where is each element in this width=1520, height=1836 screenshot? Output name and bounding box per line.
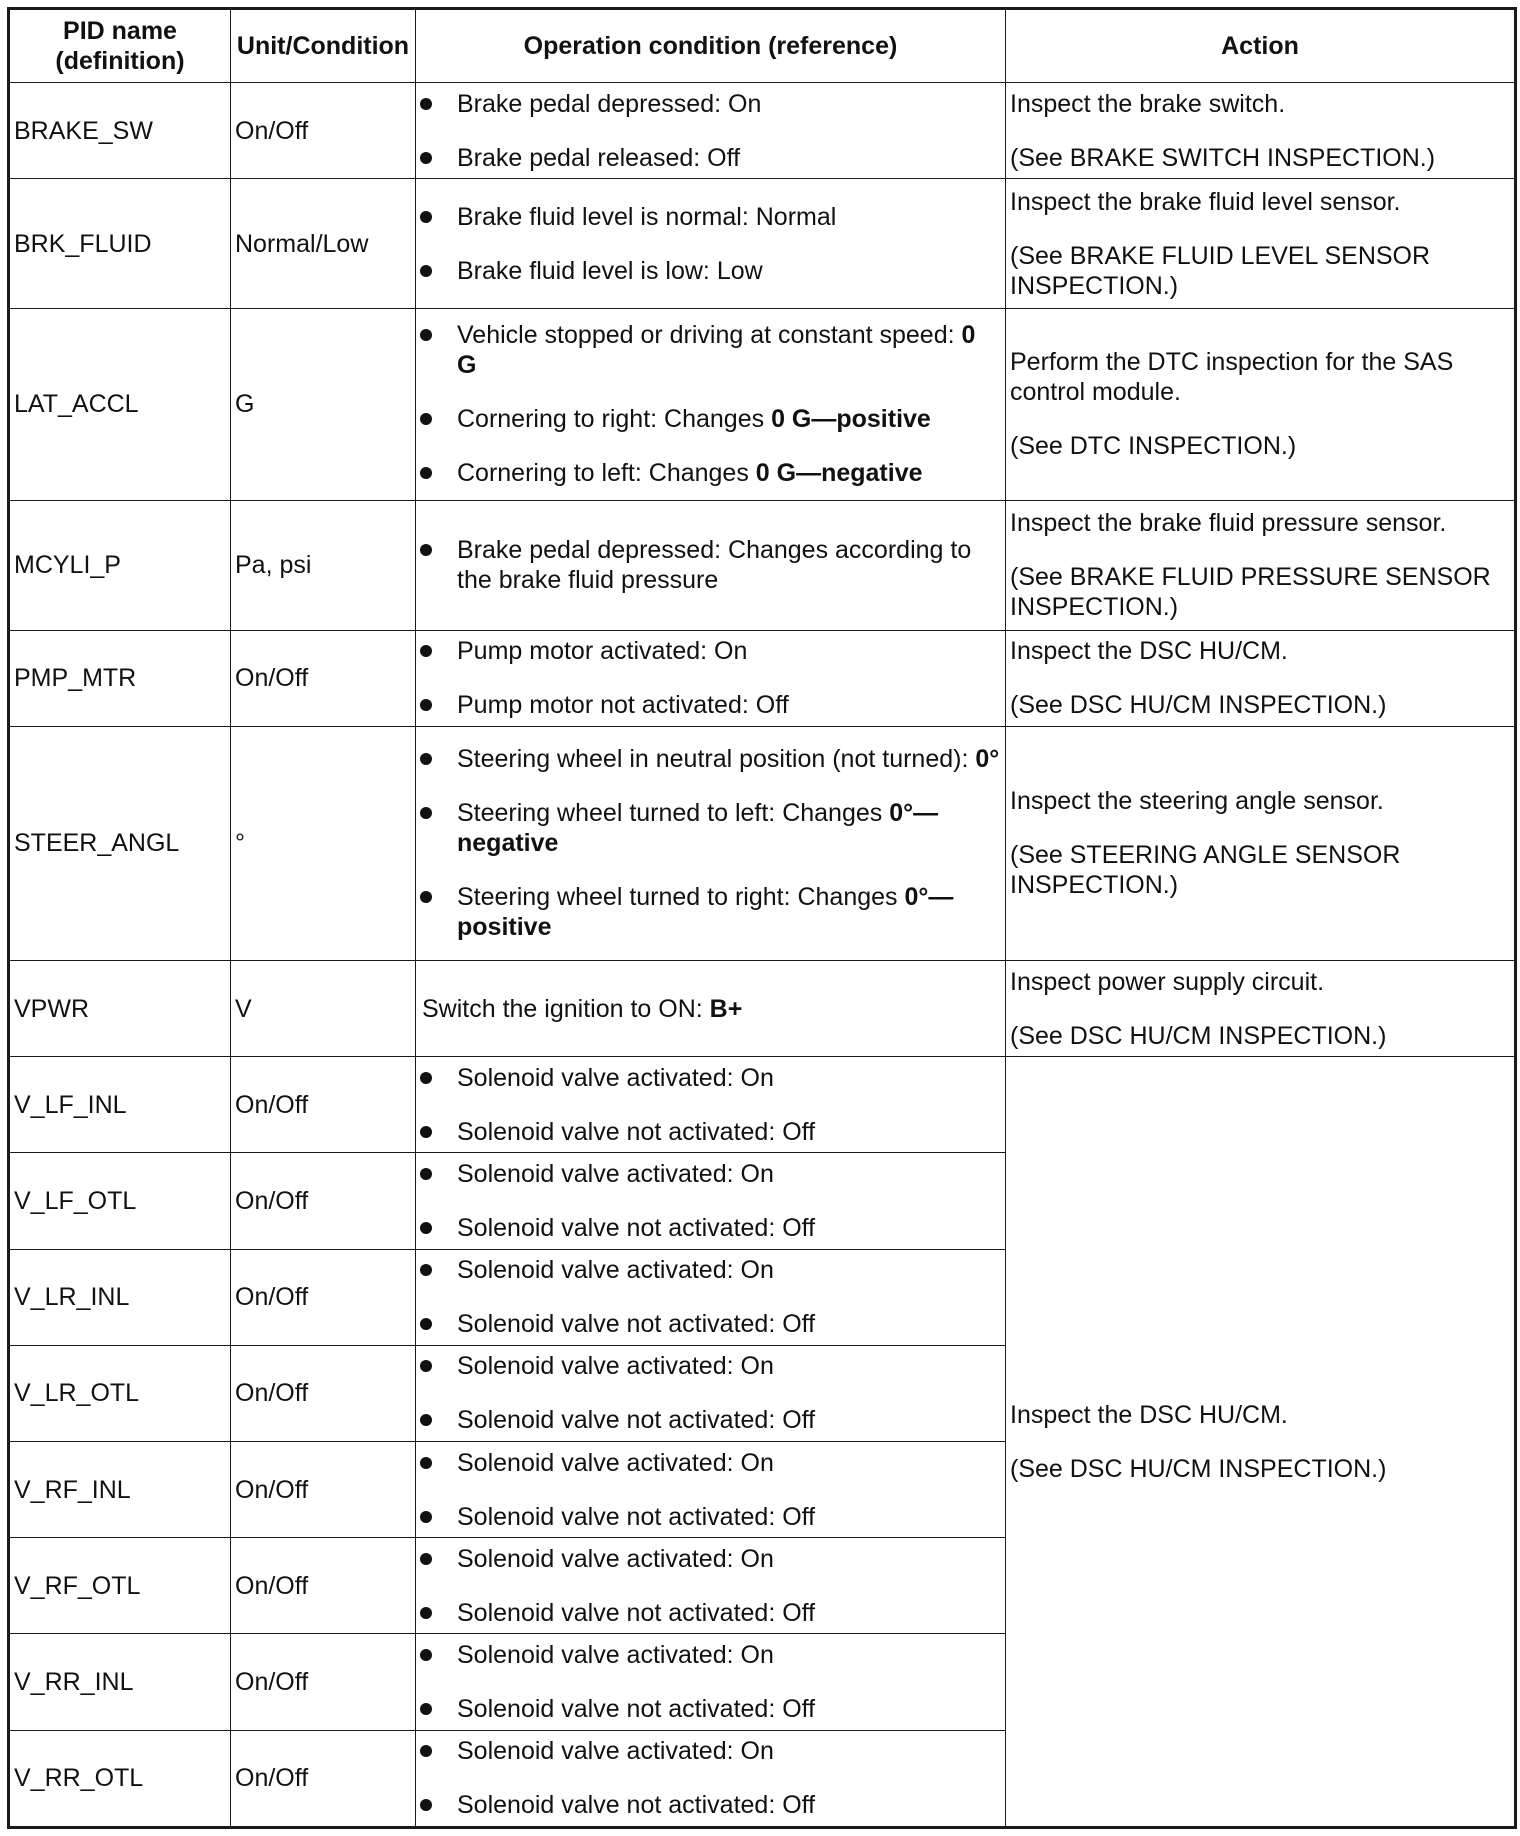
condition-text: Solenoid valve activated: On: [457, 1160, 774, 1189]
action-reference: (See DSC HU/CM INSPECTION.): [1010, 1021, 1387, 1050]
operation-cell: [416, 726, 1006, 960]
action-reference: (See DSC HU/CM INSPECTION.): [1010, 1454, 1387, 1483]
condition-text: Solenoid valve activated: On: [457, 1448, 774, 1477]
action-cell: [1006, 726, 1516, 960]
condition-list: [420, 1448, 1001, 1532]
condition-item: [420, 1544, 1001, 1574]
bullet-icon: [420, 1703, 432, 1715]
condition-item: [420, 143, 1001, 173]
unit-cell: On/Off: [231, 1057, 416, 1153]
condition-item: [420, 1405, 1001, 1435]
header-operation: Operation condition (reference): [416, 9, 1006, 83]
header-action: Action: [1006, 9, 1516, 83]
operation-cell: [416, 1057, 1006, 1153]
bullet-icon: [420, 891, 432, 903]
condition-text: Steering wheel turned to right: Changes: [457, 883, 905, 912]
condition-item: [420, 535, 1001, 595]
pid-name-cell: STEER_ANGL: [9, 726, 231, 960]
condition-item: [420, 89, 1001, 119]
condition-item: [420, 1502, 1001, 1532]
pid-name-cell: V_LR_OTL: [9, 1345, 231, 1441]
bullet-icon: [420, 211, 432, 223]
condition-text: Brake pedal released: Off: [457, 143, 741, 172]
unit-cell: On/Off: [231, 1249, 416, 1345]
condition-list: [420, 1351, 1001, 1435]
condition-text: Brake fluid level is normal: Normal: [457, 202, 837, 231]
condition-list: [420, 535, 1001, 595]
operation-cell: [416, 309, 1006, 500]
operation-cell: [416, 500, 1006, 630]
condition-text: Solenoid valve not activated: Off: [457, 1406, 816, 1435]
condition-text: Solenoid valve activated: On: [457, 1544, 774, 1573]
condition-item: [420, 1255, 1001, 1285]
pid-name-cell: V_RR_OTL: [9, 1730, 231, 1827]
bullet-icon: [420, 1168, 432, 1180]
condition-text: Pump motor activated: On: [457, 637, 748, 666]
operation-cell: [416, 1249, 1006, 1345]
condition-item: [420, 320, 1001, 380]
bullet-icon: [420, 413, 432, 425]
operation-cell: [416, 1730, 1006, 1827]
action-text: Inspect the steering angle sensor.: [1010, 787, 1384, 816]
table-row: [9, 726, 1516, 960]
condition-item: [420, 256, 1001, 286]
condition-value: B+: [709, 994, 743, 1023]
bullet-icon: [420, 265, 432, 277]
pid-name-cell: BRAKE_SW: [9, 83, 231, 179]
pid-name-cell: V_LF_OTL: [9, 1153, 231, 1249]
action-cell: [1006, 630, 1516, 726]
pid-name-cell: V_RF_INL: [9, 1442, 231, 1538]
condition-item: [420, 1790, 1001, 1820]
condition-item: [420, 1640, 1001, 1670]
action-text: Perform the DTC inspection for the SAS control module.: [1010, 348, 1454, 407]
unit-cell: °: [231, 726, 416, 960]
operation-cell: [416, 630, 1006, 726]
bullet-icon: [420, 1457, 432, 1469]
bullet-icon: [420, 329, 432, 341]
action-reference: (See BRAKE FLUID LEVEL SENSOR INSPECTION.): [1010, 241, 1431, 300]
unit-cell: V: [231, 961, 416, 1057]
condition-item: [420, 202, 1001, 232]
operation-cell: [416, 1442, 1006, 1538]
unit-cell: On/Off: [231, 630, 416, 726]
condition-item: [420, 1117, 1001, 1147]
condition-list: [420, 1640, 1001, 1724]
unit-cell: On/Off: [231, 1730, 416, 1827]
bullet-icon: [420, 1649, 432, 1661]
condition-item: [420, 458, 1001, 488]
condition-item: [420, 1694, 1001, 1724]
condition-item: [420, 1159, 1001, 1189]
unit-cell: Normal/Low: [231, 179, 416, 309]
bullet-icon: [420, 1607, 432, 1619]
condition-item: [420, 1309, 1001, 1339]
condition-item: [420, 744, 1001, 774]
bullet-icon: [420, 1414, 432, 1426]
condition-text: Solenoid valve not activated: Off: [457, 1117, 816, 1146]
table-row: [9, 500, 1516, 630]
condition-value: 0°—positive: [457, 883, 954, 942]
condition-list: [420, 744, 1001, 942]
table-row: [9, 961, 1516, 1057]
operation-cell: [416, 961, 1006, 1057]
bullet-icon: [420, 98, 432, 110]
condition-list: [420, 1063, 1001, 1147]
table-header-row: [9, 9, 1516, 83]
action-cell: [1006, 179, 1516, 309]
bullet-icon: [420, 152, 432, 164]
action-text: Inspect power supply circuit.: [1010, 967, 1325, 996]
action-text: Inspect the brake switch.: [1010, 89, 1286, 118]
condition-item: [420, 1351, 1001, 1381]
condition-text: Brake pedal depressed: Changes according to the brake fluid pressure: [457, 536, 972, 595]
condition-text: Brake fluid level is low: Low: [457, 256, 763, 285]
pid-name-cell: MCYLI_P: [9, 500, 231, 630]
table-row: [9, 83, 1516, 179]
pid-table: [7, 7, 1517, 1829]
condition-text: Switch the ignition to ON:: [422, 994, 710, 1023]
condition-text: Solenoid valve activated: On: [457, 1352, 774, 1381]
condition-list: [420, 1736, 1001, 1820]
condition-text: Solenoid valve activated: On: [457, 1641, 774, 1670]
condition-item: [420, 1736, 1001, 1766]
operation-cell: [416, 1153, 1006, 1249]
condition-text: Solenoid valve not activated: Off: [457, 1695, 816, 1724]
condition-text: Solenoid valve not activated: Off: [457, 1791, 816, 1820]
table-row: [9, 1057, 1516, 1153]
operation-cell: [416, 83, 1006, 179]
bullet-icon: [420, 1072, 432, 1084]
condition-text: Solenoid valve activated: On: [457, 1256, 774, 1285]
condition-list: [420, 1544, 1001, 1628]
unit-cell: G: [231, 309, 416, 500]
table-row: [9, 309, 1516, 500]
condition-text: Solenoid valve activated: On: [457, 1737, 774, 1766]
action-text: Inspect the DSC HU/CM.: [1010, 637, 1288, 666]
bullet-icon: [420, 1264, 432, 1276]
condition-value: 0°—negative: [457, 799, 939, 858]
condition-text: Cornering to left: Changes: [457, 459, 756, 488]
condition-text: Solenoid valve not activated: Off: [457, 1214, 816, 1243]
condition-text: Solenoid valve not activated: Off: [457, 1598, 816, 1627]
bullet-icon: [420, 1222, 432, 1234]
condition-list: [420, 1255, 1001, 1339]
pid-name-cell: PMP_MTR: [9, 630, 231, 726]
condition-item: [420, 1213, 1001, 1243]
pid-name-cell: V_LR_INL: [9, 1249, 231, 1345]
action-reference: (See BRAKE FLUID PRESSURE SENSOR INSPECTION.): [1010, 563, 1491, 622]
condition-text: Solenoid valve not activated: Off: [457, 1310, 816, 1339]
unit-cell: On/Off: [231, 1153, 416, 1249]
shared-action-cell: [1006, 1057, 1516, 1828]
unit-cell: On/Off: [231, 1634, 416, 1730]
condition-item: [420, 882, 1001, 942]
bullet-icon: [420, 699, 432, 711]
pid-name-cell: V_LF_INL: [9, 1057, 231, 1153]
action-cell: [1006, 961, 1516, 1057]
action-cell: [1006, 500, 1516, 630]
action-reference: (See BRAKE SWITCH INSPECTION.): [1010, 143, 1436, 172]
pid-name-cell: V_RR_INL: [9, 1634, 231, 1730]
condition-item: [420, 1598, 1001, 1628]
condition-text: Brake pedal depressed: On: [457, 89, 762, 118]
bullet-icon: [420, 1745, 432, 1757]
pid-name-cell: V_RF_OTL: [9, 1538, 231, 1634]
condition-value: 0 G: [457, 321, 976, 380]
header-pid-line2: (definition): [55, 47, 185, 75]
bullet-icon: [420, 1799, 432, 1811]
operation-cell: [416, 1634, 1006, 1730]
unit-cell: On/Off: [231, 1442, 416, 1538]
unit-cell: Pa, psi: [231, 500, 416, 630]
action-text: Inspect the DSC HU/CM.: [1010, 1400, 1288, 1429]
bullet-icon: [420, 1553, 432, 1565]
condition-item: [420, 1448, 1001, 1478]
condition-list: [420, 202, 1001, 286]
table-row: [9, 179, 1516, 309]
condition-list: [420, 320, 1001, 488]
condition-value: 0 G—negative: [755, 459, 923, 488]
condition-item: [420, 404, 1001, 434]
bullet-icon: [420, 645, 432, 657]
action-reference: (See STEERING ANGLE SENSOR INSPECTION.): [1010, 841, 1401, 900]
condition-text: Vehicle stopped or driving at constant speed:: [457, 321, 962, 350]
header-pid: [9, 9, 231, 83]
condition-text: Solenoid valve not activated: Off: [457, 1502, 816, 1531]
unit-cell: On/Off: [231, 1345, 416, 1441]
action-cell: [1006, 83, 1516, 179]
bullet-icon: [420, 544, 432, 556]
action-reference: (See DTC INSPECTION.): [1010, 432, 1297, 461]
action-text: Inspect the brake fluid level sensor.: [1010, 187, 1401, 216]
header-unit: Unit/Condition: [231, 9, 416, 83]
bullet-icon: [420, 1126, 432, 1138]
bullet-icon: [420, 807, 432, 819]
bullet-icon: [420, 1360, 432, 1372]
condition-item: [420, 690, 1001, 720]
pid-name-cell: BRK_FLUID: [9, 179, 231, 309]
table-body: [9, 83, 1516, 1828]
bullet-icon: [420, 753, 432, 765]
action-cell: [1006, 309, 1516, 500]
operation-cell: [416, 1345, 1006, 1441]
condition-text: Steering wheel turned to left: Changes: [457, 799, 890, 828]
operation-cell: [416, 1538, 1006, 1634]
condition-list: [420, 89, 1001, 173]
condition-item: [420, 1063, 1001, 1093]
condition-item: [420, 636, 1001, 666]
action-text: Inspect the brake fluid pressure sensor.: [1010, 509, 1447, 538]
condition-text: Pump motor not activated: Off: [457, 691, 789, 720]
condition-text: Solenoid valve activated: On: [457, 1063, 774, 1092]
condition-item: [420, 798, 1001, 858]
pid-name-cell: LAT_ACCL: [9, 309, 231, 500]
unit-cell: On/Off: [231, 1538, 416, 1634]
condition-text: Cornering to right: Changes: [457, 405, 772, 434]
condition-text: Steering wheel in neutral position (not turned):: [457, 745, 976, 774]
condition-value: 0 G—positive: [771, 405, 931, 434]
table-row: [9, 630, 1516, 726]
bullet-icon: [420, 1318, 432, 1330]
action-reference: (See DSC HU/CM INSPECTION.): [1010, 691, 1387, 720]
condition-value: 0°: [975, 745, 1000, 774]
unit-cell: On/Off: [231, 83, 416, 179]
condition-list: [420, 1159, 1001, 1243]
pid-name-cell: VPWR: [9, 961, 231, 1057]
condition-list: [420, 636, 1001, 720]
header-pid-line1: PID name: [63, 17, 177, 45]
operation-cell: [416, 179, 1006, 309]
bullet-icon: [420, 1511, 432, 1523]
page: [7, 7, 1517, 1829]
bullet-icon: [420, 467, 432, 479]
